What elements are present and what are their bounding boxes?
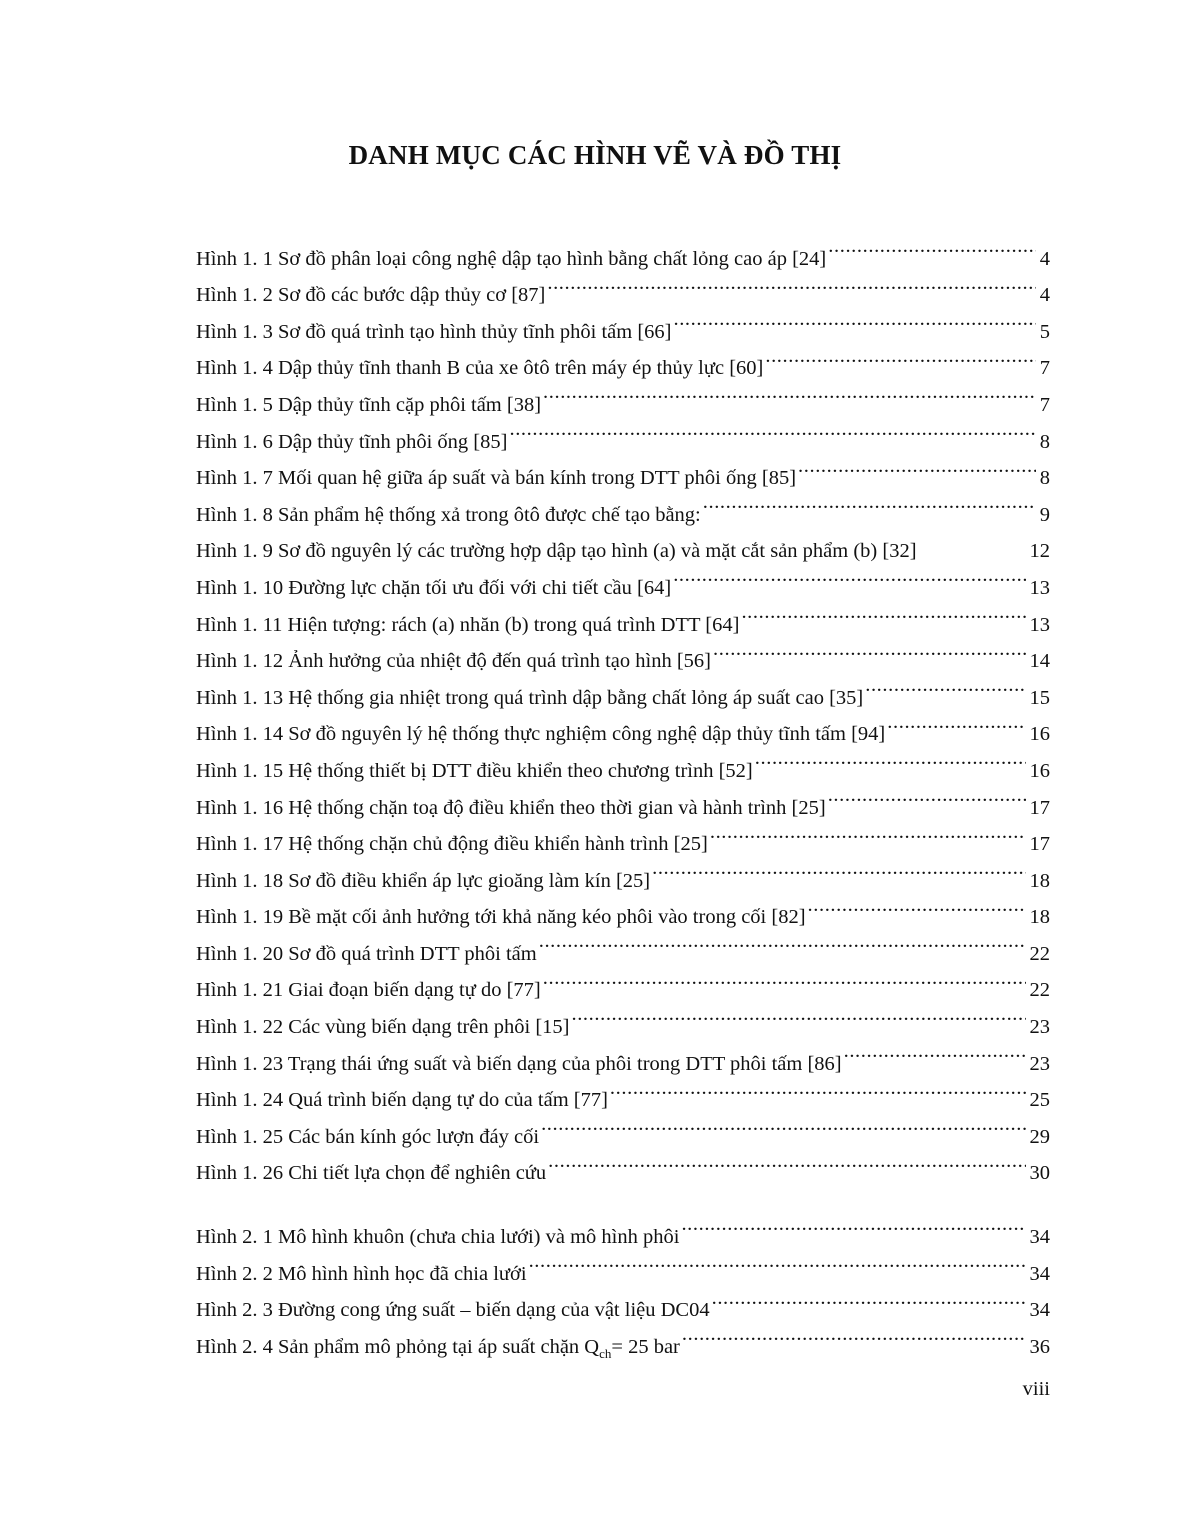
figure-caption: Sơ đồ điều khiển áp lực gioăng làm kín [25] <box>288 869 651 892</box>
figure-group <box>196 1206 1050 1361</box>
dot-leader <box>529 1243 1026 1280</box>
dot-leader <box>682 1316 1026 1353</box>
dot-leader <box>548 1143 1025 1180</box>
figure-number: Hình 1. 5 <box>196 393 273 416</box>
figure-number: Hình 1. 25 <box>196 1125 284 1148</box>
toc-entry-label <box>196 863 650 900</box>
dot-leader <box>610 1070 1026 1107</box>
figure-caption: Đường cong ứng suất – biến dạng của vật liệu DC04 <box>278 1299 710 1322</box>
toc-entry-label <box>196 1119 539 1156</box>
figure-group <box>196 228 1050 1185</box>
dot-leader <box>710 814 1026 851</box>
dot-leader <box>919 521 1026 558</box>
figure-caption: Sơ đồ nguyên lý hệ thống thực nghiệm công nghệ dập thủy tĩnh tấm [94] <box>288 723 886 746</box>
figure-caption: Ảnh hưởng của nhiệt độ đến quá trình tạo hình [56] <box>288 650 712 673</box>
toc-entry-label <box>196 1009 569 1046</box>
figure-number: Hình 1. 7 <box>196 467 273 490</box>
figure-number: Hình 1. 3 <box>196 320 273 343</box>
figure-caption: Hiện tượng: rách (a) nhăn (b) trong quá trình DTT [64] <box>287 613 740 636</box>
dot-leader <box>673 557 1025 594</box>
toc-page-number: 4 <box>1039 284 1050 307</box>
figure-number: Hình 1. 2 <box>196 284 273 307</box>
figure-number: Hình 1. 10 <box>196 576 284 599</box>
toc-page-number: 25 <box>1029 1089 1050 1112</box>
figure-number: Hình 1. 17 <box>196 833 284 856</box>
figure-number: Hình 2. 2 <box>196 1262 273 1285</box>
toc-page-number: 17 <box>1029 796 1050 819</box>
toc-entry-label <box>196 387 541 424</box>
figure-number: Hình 1. 23 <box>196 1052 284 1075</box>
toc-entry-label <box>196 570 671 607</box>
toc-entry-label <box>196 1256 527 1293</box>
toc-page-number: 30 <box>1029 1162 1050 1185</box>
figure-number: Hình 1. 24 <box>196 1089 284 1112</box>
dot-leader <box>808 887 1026 924</box>
figure-number: Hình 1. 12 <box>196 650 284 673</box>
figure-number: Hình 1. 21 <box>196 979 284 1002</box>
dot-leader <box>828 228 1035 265</box>
toc-page-number: 18 <box>1029 906 1050 929</box>
figure-caption: Mô hình hình học đã chia lưới <box>278 1262 527 1285</box>
figure-caption: Giai đoạn biến dạng tự do [77] <box>288 979 541 1002</box>
toc-page-number: 16 <box>1029 723 1050 746</box>
figure-caption: Hệ thống chặn toạ độ điều khiển theo thời gian và hành trình [25] <box>288 796 826 819</box>
toc-page-number: 15 <box>1029 686 1050 709</box>
toc-entry-label <box>196 972 541 1009</box>
toc-entry-label <box>196 1329 680 1373</box>
toc-page-number: 12 <box>1029 540 1050 563</box>
dot-leader <box>741 594 1025 631</box>
caption-subscript: ch <box>599 1345 612 1361</box>
toc-entry[interactable] <box>196 1206 1050 1249</box>
dot-leader <box>703 484 1036 521</box>
figure-number: Hình 1. 6 <box>196 430 273 453</box>
toc-page-number: 18 <box>1029 869 1050 892</box>
dot-leader <box>865 667 1025 704</box>
dot-leader <box>673 301 1035 338</box>
figure-caption: Sơ đồ phân loại công nghệ dập tạo hình bằng chất lỏng cao áp [24] <box>278 247 827 270</box>
toc-page-number: 23 <box>1029 1052 1050 1075</box>
dot-leader <box>652 850 1025 887</box>
figure-number: Hình 1. 16 <box>196 796 284 819</box>
dot-leader <box>509 411 1035 448</box>
dot-leader <box>541 1106 1025 1143</box>
figure-caption: Bề mặt cối ảnh hưởng tới khả năng kéo phôi vào trong cối [82] <box>288 906 806 929</box>
figure-caption: Sơ đồ các bước dập thủy cơ [87] <box>278 284 546 307</box>
figure-caption: Hệ thống gia nhiệt trong quá trình dập bằng chất lỏng áp suất cao [35] <box>288 686 864 709</box>
dot-leader <box>547 265 1035 302</box>
dot-leader <box>755 740 1026 777</box>
dot-leader <box>765 338 1035 375</box>
dot-leader <box>712 1280 1026 1317</box>
figure-number: Hình 1. 14 <box>196 723 284 746</box>
toc-page-number: 29 <box>1029 1125 1050 1148</box>
toc-entry-label <box>196 936 537 973</box>
figure-number: Hình 1. 20 <box>196 942 284 965</box>
dot-leader <box>887 704 1025 741</box>
toc-page-number: 13 <box>1029 576 1050 599</box>
figure-caption: Dập thủy tĩnh phôi ống [85] <box>278 430 508 453</box>
figure-caption: Dập thủy tĩnh thanh B của xe ôtô trên máy ép thủy lực [60] <box>278 357 764 380</box>
toc-entry-label <box>196 643 711 680</box>
dot-leader <box>798 448 1036 485</box>
toc-entry-label <box>196 1155 546 1192</box>
figure-number: Hình 1. 11 <box>196 613 283 636</box>
dot-leader <box>539 923 1026 960</box>
toc-page-number: 34 <box>1029 1226 1050 1249</box>
dot-leader <box>571 996 1025 1033</box>
figure-number: Hình 1. 13 <box>196 686 284 709</box>
toc-page-number: 4 <box>1039 247 1050 270</box>
toc-page-number: 22 <box>1029 942 1050 965</box>
figure-caption: Trạng thái ứng suất và biến dạng của phôi trong DTT phôi tấm [86] <box>287 1052 842 1075</box>
toc-page-number: 7 <box>1039 393 1050 416</box>
dot-leader <box>543 374 1036 411</box>
toc-page-number: 16 <box>1029 759 1050 782</box>
figure-number: Hình 1. 9 <box>196 540 273 563</box>
toc-page-number: 22 <box>1029 979 1050 1002</box>
figure-caption: Mô hình khuôn (chưa chia lưới) và mô hình phôi <box>278 1226 680 1249</box>
toc-entry-label <box>196 424 507 461</box>
figure-number: Hình 2. 3 <box>196 1299 273 1322</box>
figure-number: Hình 1. 4 <box>196 357 273 380</box>
dot-leader <box>681 1206 1025 1243</box>
dot-leader <box>543 960 1026 997</box>
toc-entry[interactable] <box>196 228 1050 270</box>
toc-page-number: 36 <box>1029 1335 1050 1358</box>
toc-page-number: 34 <box>1029 1299 1050 1322</box>
figure-caption: Sơ đồ nguyên lý các trường hợp dập tạo hình (a) và mặt cắt sản phẩm (b) [32] <box>278 540 917 563</box>
figure-number: Hình 2. 4 <box>196 1335 273 1358</box>
figure-list <box>196 228 1050 1361</box>
figure-number: Hình 1. 22 <box>196 1016 284 1039</box>
toc-page-number: 23 <box>1029 1016 1050 1039</box>
figure-caption: Quá trình biến dạng tự do của tấm [77] <box>288 1089 608 1112</box>
toc-entry-label <box>196 497 701 534</box>
figure-number: Hình 1. 1 <box>196 247 273 270</box>
dot-leader <box>828 777 1026 814</box>
toc-page-number: 8 <box>1039 467 1050 490</box>
dot-leader <box>844 1033 1026 1070</box>
figure-number: Hình 1. 26 <box>196 1162 284 1185</box>
toc-page-number: 5 <box>1039 320 1050 343</box>
dot-leader <box>713 631 1025 668</box>
figure-number: Hình 1. 15 <box>196 759 284 782</box>
figure-caption: Hệ thống chặn chủ động điều khiển hành trình [25] <box>288 833 708 856</box>
toc-entry-label <box>196 314 671 351</box>
figure-caption: Các bán kính góc lượn đáy cối <box>288 1125 540 1148</box>
figure-caption: Mối quan hệ giữa áp suất và bán kính trong DTT phôi ống [85] <box>278 467 797 490</box>
toc-page-number: 17 <box>1029 833 1050 856</box>
figure-caption: Sơ đồ quá trình DTT phôi tấm <box>288 942 537 965</box>
figure-caption: Chi tiết lựa chọn để nghiên cứu <box>288 1162 547 1185</box>
toc-entry-label <box>196 680 863 717</box>
figure-caption: Sản phẩm mô phỏng tại áp suất chặn Q <box>278 1335 600 1358</box>
toc-entry-label <box>196 1292 710 1329</box>
page-title: DANH MỤC CÁC HÌNH VẼ VÀ ĐỒ THỊ <box>348 140 842 170</box>
toc-page-number: 34 <box>1029 1262 1050 1285</box>
figure-number: Hình 1. 8 <box>196 503 273 526</box>
toc-entry-label <box>196 753 753 790</box>
figure-caption: Dập thủy tĩnh cặp phôi tấm [38] <box>278 393 542 416</box>
toc-page-number: 13 <box>1029 613 1050 636</box>
page-number: viii <box>1022 1378 1050 1400</box>
figure-caption: Hệ thống thiết bị DTT điều khiển theo chương trình [52] <box>288 759 753 782</box>
figure-caption: Sản phẩm hệ thống xả trong ôtô được chế tạo bằng: <box>278 503 701 526</box>
toc-entry-label <box>196 826 708 863</box>
figure-caption: Sơ đồ quá trình tạo hình thủy tĩnh phôi tấm [66] <box>278 320 672 343</box>
toc-entry-label <box>196 607 739 644</box>
toc-page-number: 14 <box>1029 650 1050 673</box>
figure-number: Hình 1. 19 <box>196 906 284 929</box>
toc-page-number: 9 <box>1039 503 1050 526</box>
toc-page-number: 8 <box>1039 430 1050 453</box>
figure-caption: Các vùng biến dạng trên phôi [15] <box>288 1016 570 1039</box>
toc-page-number: 7 <box>1039 357 1050 380</box>
figure-caption-tail: = 25 bar <box>611 1335 680 1358</box>
figure-number: Hình 1. 18 <box>196 869 284 892</box>
figure-caption: Đường lực chặn tối ưu đối với chi tiết cầu [64] <box>288 576 672 599</box>
toc-entry-label <box>196 277 545 314</box>
figure-number: Hình 2. 1 <box>196 1226 273 1249</box>
